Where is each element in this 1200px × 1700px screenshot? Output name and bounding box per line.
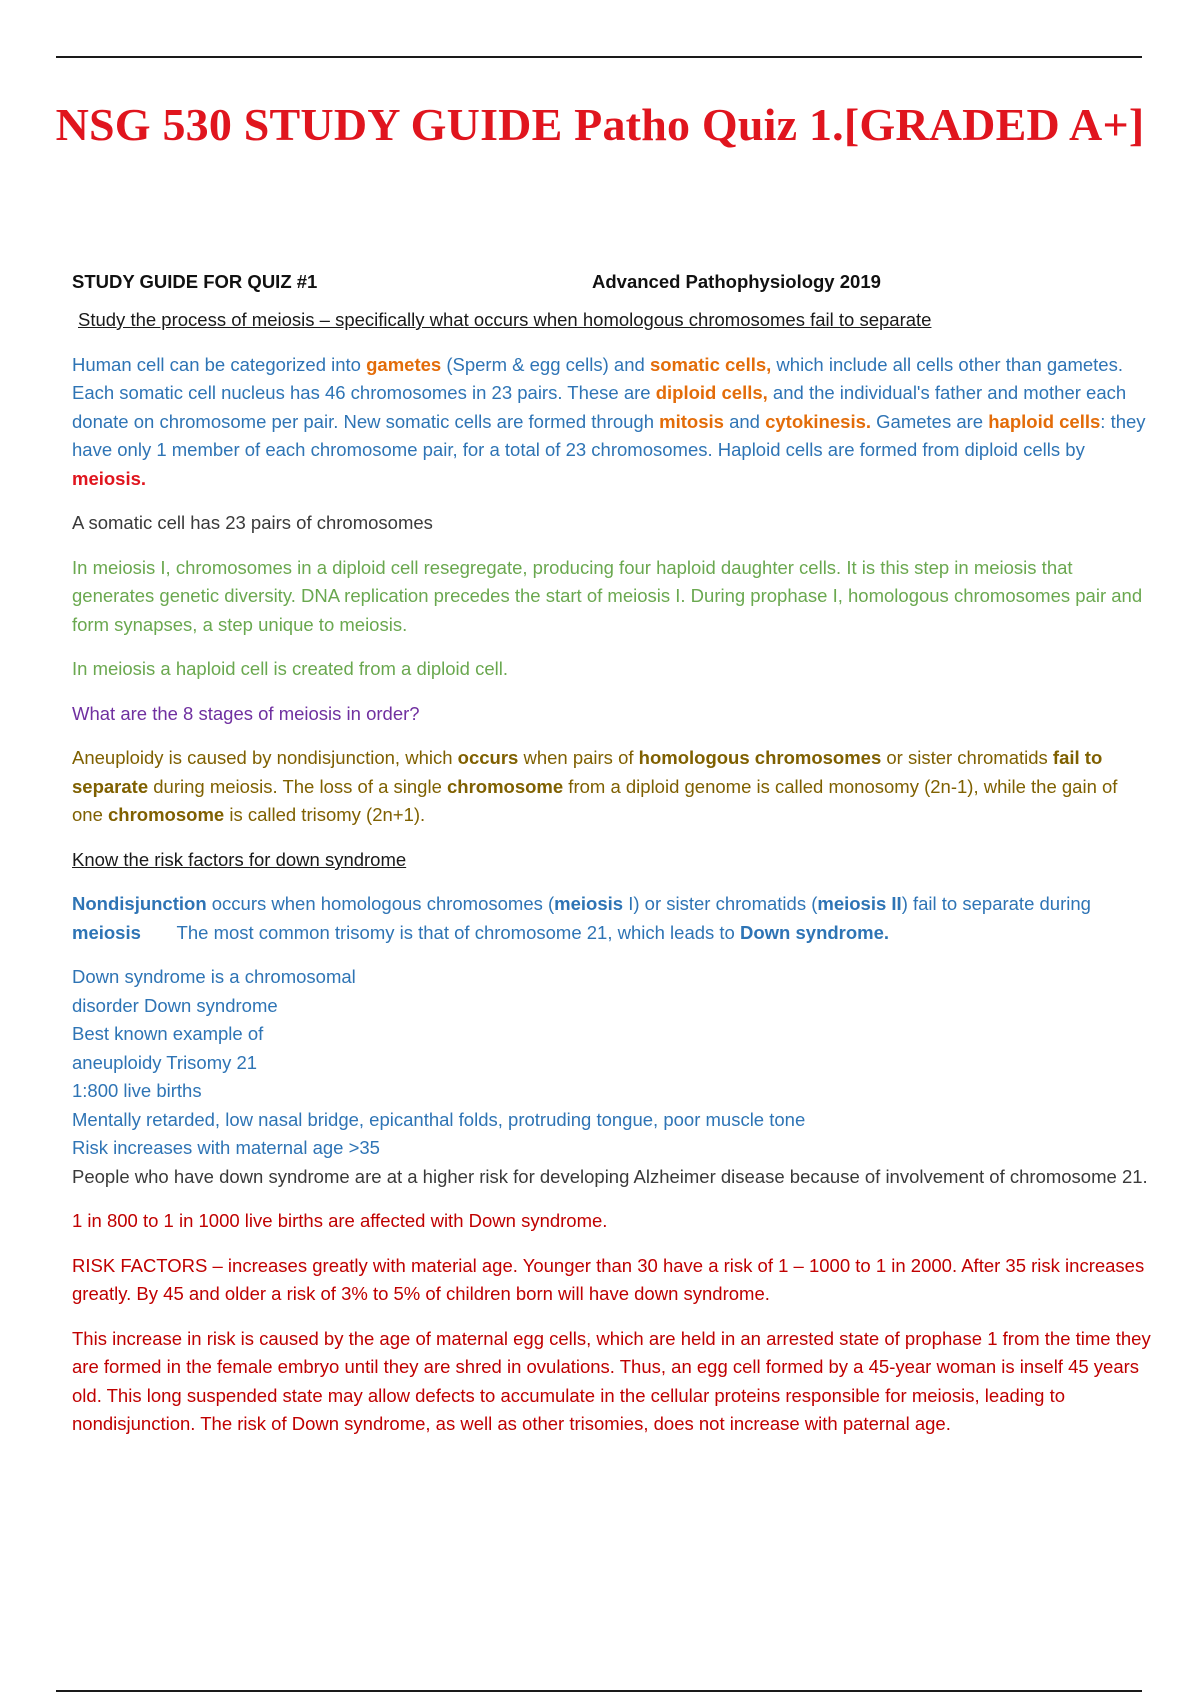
- term-chromosome: chromosome: [108, 804, 225, 825]
- bottom-rule: [56, 1690, 1142, 1692]
- list-item: disorder Down syndrome: [72, 994, 278, 1016]
- question-meiosis-stages: What are the 8 stages of meiosis in order?: [72, 702, 420, 724]
- top-rule: [56, 56, 1142, 58]
- term-haploid-cells: haploid cells: [988, 410, 1101, 432]
- list-item: Best known example of: [72, 1023, 264, 1044]
- list-item: Down syndrome is a chromosomal: [72, 966, 356, 987]
- text: occurs when homologous chromosomes (: [206, 893, 555, 914]
- paragraph-risk-factors: RISK FACTORS – increases greatly with material age. Younger than 30 have a risk of 1 – 1000 to 1 in 2000. After 35 risk increases greatly. By 45 and older a risk of 3% to 5% of children born will have down syndrome.: [72, 1254, 1145, 1304]
- paragraph-somatic-pairs: A somatic cell has 23 pairs of chromosomes: [72, 512, 433, 533]
- document-title: NSG 530 STUDY GUIDE Patho Quiz 1.[GRADED A+]: [55, 99, 1145, 150]
- term-gametes: gametes: [366, 353, 442, 375]
- paragraph-meiosis-i: In meiosis I, chromosomes in a diploid cell resegregate, producing four haploid daughter cells. It is this step in meiosis that generates genetic diversity. DNA replication precedes the start of meiosis I. During prophase I, homologous chromosomes pair and form synapses, a step unique to meiosis.: [72, 556, 1143, 635]
- paragraph-aneuploidy: [72, 744, 1152, 830]
- paragraph-maternal-egg-age: This increase in risk is caused by the age of maternal egg cells, which are held in an arrested state of prophase 1 from the time they are formed in the female embryo until they are shred in ovulations. Thus, an egg cell formed by a 45-year woman is inself 45 years old. This long suspended state may allow defects to accumulate in the cellular proteins responsible for meiosis, leading to nondisjunction. The risk of Down syndrome, as well as other trisomies, does not increase with paternal age.: [72, 1327, 1151, 1434]
- section-heading-meiosis: Study the process of meiosis – specifically what occurs when homologous chromosomes fail to separate: [78, 309, 932, 330]
- text: from a diploid genome is called monosomy (2n-1), while the gain of one: [72, 775, 1118, 825]
- term-meiosis-ii: meiosis II: [817, 893, 902, 914]
- text: Aneuploidy is caused by nondisjunction, which: [72, 747, 458, 768]
- text: : they have only 1 member of each chromosome pair, for a total of 23 chromosomes. Haploid cells are formed from diploid cells by: [72, 410, 1146, 460]
- term-somatic-cells: somatic cells,: [649, 353, 772, 375]
- document-body: [72, 268, 1152, 1455]
- term-mitosis: mitosis: [659, 410, 724, 432]
- text: ) fail to separate during: [901, 893, 1091, 914]
- section-heading-down-syndrome: Know the risk factors for down syndrome: [72, 848, 407, 870]
- term-chromosome: chromosome: [447, 775, 564, 797]
- paragraph-incidence: 1 in 800 to 1 in 1000 live births are affected with Down syndrome.: [72, 1210, 608, 1231]
- term-nondisjunction: Nondisjunction: [72, 893, 207, 914]
- list-item: Mentally retarded, low nasal bridge, epicanthal folds, protruding tongue, poor muscle tone: [72, 1108, 806, 1130]
- paragraph-cell-types: [72, 351, 1152, 494]
- text: or sister chromatids: [881, 747, 1053, 768]
- down-syndrome-facts-list: [72, 963, 1152, 1163]
- list-item: 1:800 live births: [72, 1080, 202, 1101]
- term-meiosis: meiosis.: [72, 467, 147, 489]
- text: (Sperm & egg cells) and: [441, 353, 650, 375]
- header-left: STUDY GUIDE FOR QUIZ #1: [72, 271, 318, 292]
- term-meiosis: meiosis: [72, 921, 141, 943]
- term-occurs: occurs: [457, 747, 519, 768]
- paragraph-alzheimer-risk: People who have down syndrome are at a higher risk for developing Alzheimer disease because of involvement of chromosome 21.: [72, 1165, 1148, 1187]
- text: Human cell can be categorized into: [72, 353, 367, 375]
- text: during meiosis. The loss of a single: [148, 775, 447, 797]
- list-item: Risk increases with maternal age >35: [72, 1137, 380, 1158]
- term-meiosis: meiosis: [554, 893, 624, 914]
- text: I) or sister chromatids (: [623, 893, 818, 914]
- text: Gametes are: [871, 410, 989, 432]
- text: and the individual's father and mother each donate on chromosome per pair. New somatic cells are formed through: [72, 382, 1127, 432]
- term-diploid-cells: diploid cells,: [655, 382, 768, 403]
- text: which include all cells other than gametes. Each somatic cell nucleus has 46 chromosomes in 23 pairs. These are: [72, 353, 1123, 403]
- term-cytokinesis: cytokinesis.: [765, 410, 872, 432]
- term-fail-to-separate: fail to separate: [72, 747, 1103, 797]
- term-down-syndrome: Down syndrome.: [740, 921, 890, 943]
- term-homologous-chromosomes: homologous chromosomes: [638, 747, 882, 768]
- paragraph-haploid-from-diploid: In meiosis a haploid cell is created from a diploid cell.: [72, 658, 508, 679]
- text: The most common trisomy is that of chromosome 21, which leads to: [140, 921, 740, 943]
- paragraph-nondisjunction: [72, 890, 1152, 947]
- list-item: aneuploidy Trisomy 21: [72, 1051, 258, 1073]
- text: is called trisomy (2n+1).: [224, 804, 426, 825]
- header-row: [72, 268, 1152, 298]
- text: and: [723, 410, 766, 432]
- header-right: Advanced Pathophysiology 2019: [592, 271, 881, 292]
- text: when pairs of: [518, 747, 639, 768]
